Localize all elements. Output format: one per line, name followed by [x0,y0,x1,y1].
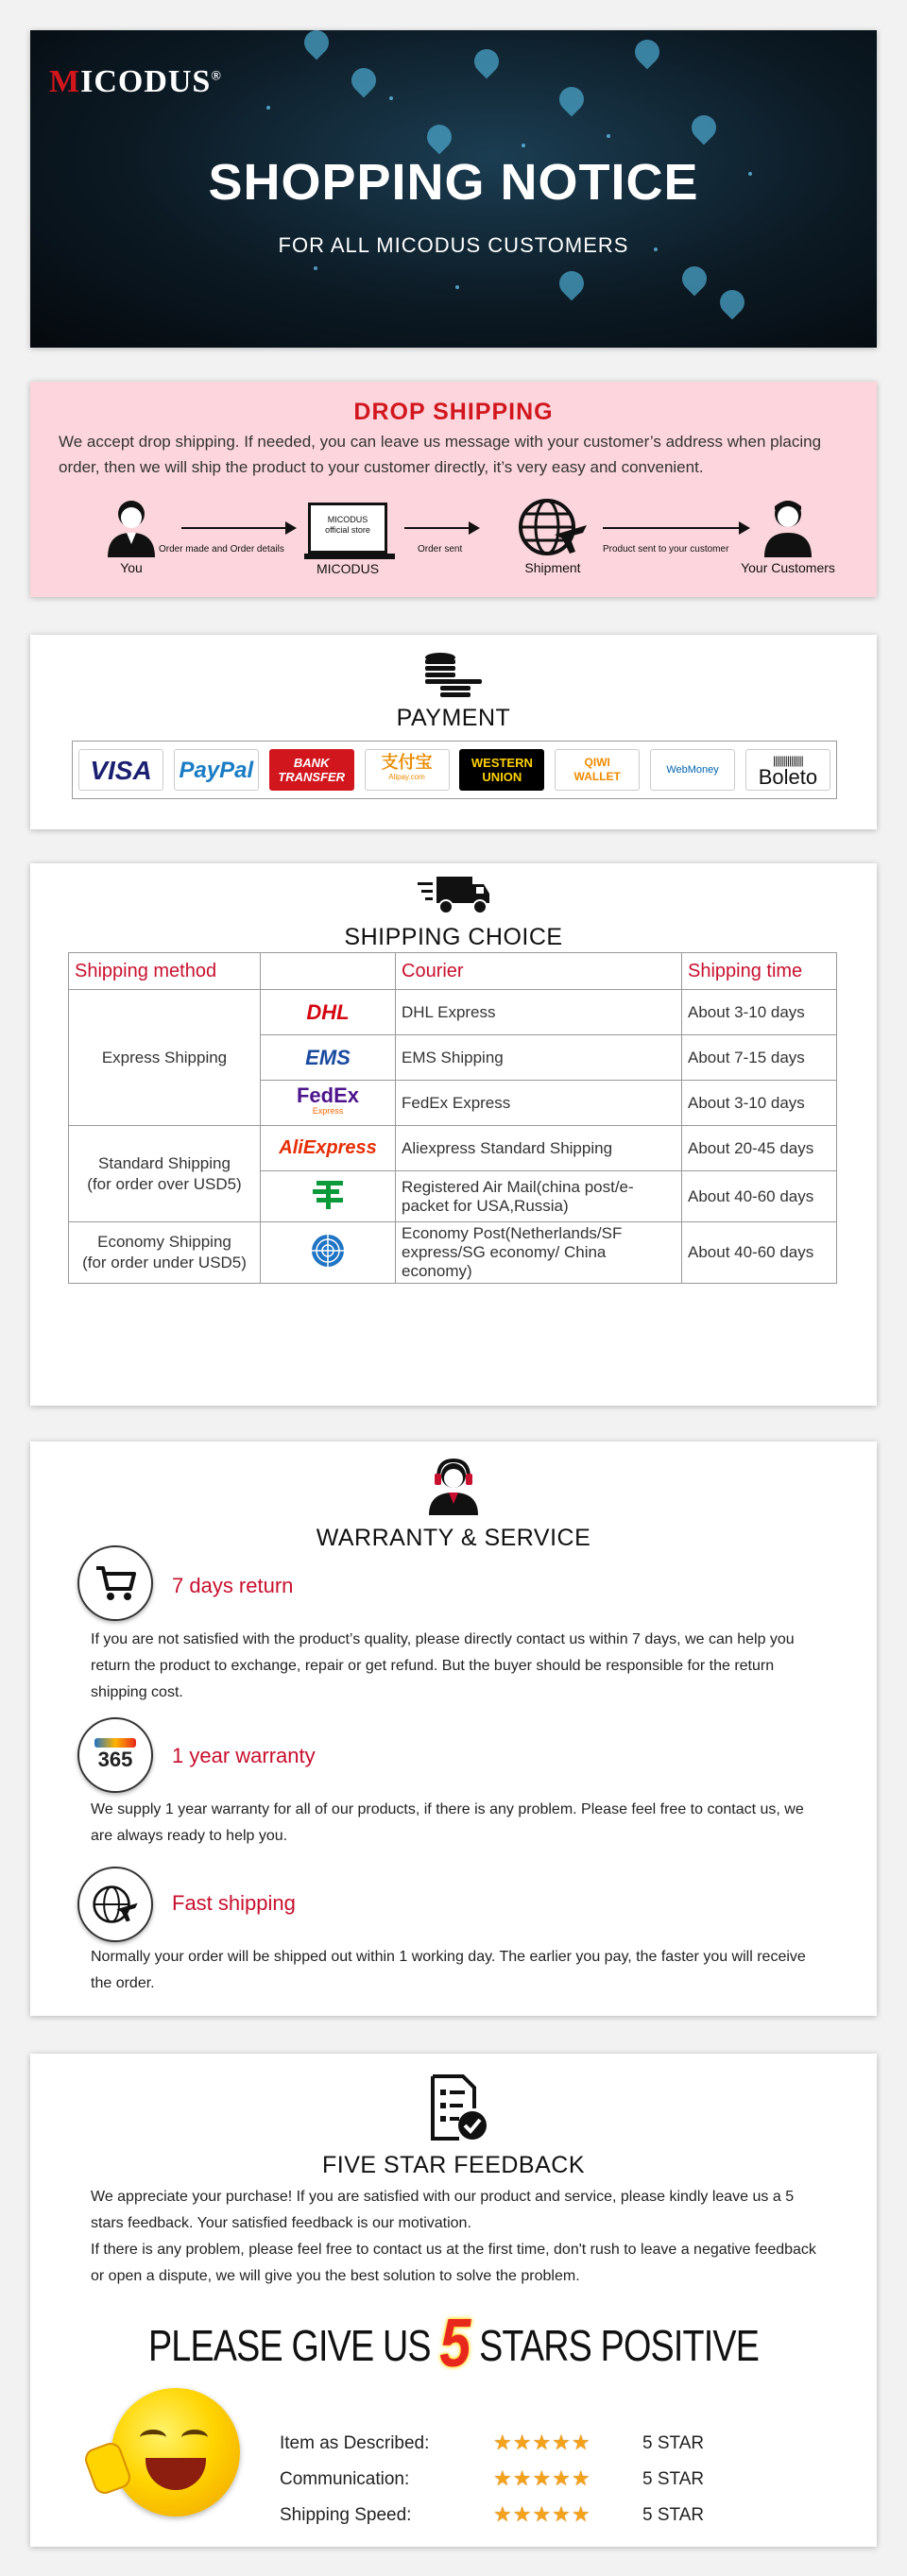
service-title: Fast shipping [172,1891,296,1915]
map-pin-icon [555,82,590,117]
smiley-thumbs-up-icon [111,2388,240,2516]
micodus-logo: MICODUS® [49,64,222,99]
feedback-text: We appreciate your purchase! If you are satisfied with our product and service, please kindly leave us a 5 stars feedback. Your satisfied feedback is our motivation. If there is any problem, please feel free to contact us at the first time, don't rush to leave a negative feedback or open a dispute, we will give you the best solution to solve the problem. [91,2189,816,2284]
map-pin-icon [347,63,382,98]
time-cell: About 3-10 days [682,990,837,1035]
fedex-logo: FedEx Express [261,1081,396,1126]
time-cell: About 40-60 days [682,1222,837,1284]
checklist-icon [427,2073,489,2147]
shopping-notice-banner [30,30,877,348]
un-globe-icon [261,1222,396,1284]
stars-icon: ★★★★★ [493,2431,591,2454]
five-star-banner: PLEASE GIVE US 5 STARS POSITIVE [147,2306,760,2381]
stars-icon: ★★★★★ [493,2502,591,2526]
table-row [69,990,837,1035]
flow-you: You [98,497,164,575]
ems-logo: EMS [261,1035,396,1081]
shipping-section [30,863,877,1406]
service-text: If you are not satisfied with the product’s quality, please directly contact us within 7 days, we can help you return the product to exchange, repair or get refund. But the buyer should be responsible for the return shipping cost. [91,1631,795,1700]
flow-shipment: Shipment [510,497,595,575]
shipping-title: SHIPPING CHOICE [344,924,563,950]
courier-cell: DHL Express [396,990,682,1035]
service-text: We supply 1 year warranty for all of our products, if there is any problem. Please feel free to contact us, we are always ready to help you. [91,1801,804,1844]
feedback-title: FIVE STAR FEEDBACK [321,2152,586,2178]
stars-icon: ★★★★★ [493,2466,591,2490]
drop-shipping-title: DROP SHIPPING [353,399,554,425]
payment-section [30,635,877,829]
globe-plane-icon [77,1867,153,1942]
laptop-icon: MICODUS official store [308,503,387,554]
courier-cell: EMS Shipping [396,1035,682,1081]
map-pin-icon [299,30,334,60]
map-pin-icon [470,44,505,79]
warranty-section [30,1442,877,2016]
payment-methods [72,741,837,799]
flow-arrow [181,527,295,529]
flow-store: MICODUS official store MICODUS [304,497,391,576]
map-pin-icon [687,111,722,145]
customer-icon [761,497,815,557]
method-standard: Standard Shipping (for order over USD5) [69,1126,261,1222]
time-cell: About 40-60 days [682,1171,837,1222]
qiwi-logo: QIWI WALLET [555,749,640,791]
flow-arrow [404,527,478,529]
map-pin-icon [555,266,590,301]
china-post-icon [261,1171,396,1222]
shipping-table [68,952,837,1284]
visa-logo: VISA [78,749,163,791]
map-pin-icon [677,262,712,297]
webmoney-logo: WebMoney [650,749,735,791]
warranty-title: WARRANTY & SERVICE [316,1525,591,1551]
boleto-logo: ||||||||||||||| Boleto [745,749,830,791]
bank-transfer-logo: BANK TRANSFER [269,749,354,791]
header-courier: Courier [396,953,682,990]
service-text: Normally your order will be shipped out within 1 working day. The earlier you pay, the faster you will receive the order. [91,1949,806,1991]
courier-cell: FedEx Express [396,1081,682,1126]
table-row [69,1222,837,1284]
paypal-logo: PayPal [174,749,259,791]
method-economy: Economy Shipping (for order under USD5) [69,1222,261,1284]
coins-icon [421,652,484,706]
calendar-365-icon: 365 [77,1717,153,1793]
map-pin-icon [422,120,457,155]
courier-cell: Economy Post(Netherlands/SF express/SG economy/ China economy) [396,1222,682,1284]
courier-cell: Registered Air Mail(china post/e-packet for USA,Russia) [396,1171,682,1222]
flow-step3-label: Product sent to your customer [603,544,729,554]
feedback-section: FIVE STAR FEEDBACK We appreciate your purchase! If you are satisfied with our product and service, please kindly leave us a 5 stars feedback. Your satisfied feedback is our motivation. If there is any problem, please feel free to contact us at the first time, don't rush to leave a negative feedback or open a dispute, we will give you the best solution to solve the problem. PLEASE GIVE US 5 STARS POSITIVE Item as Described: ★★★★★ 5 STAR Communication: ★★★★★ 5 STAR Shipping Speed: ★★★★★ 5 STAR [30,2054,877,2547]
map-pin-icon [715,285,750,320]
truck-icon [416,871,491,923]
courier-cell: Aliexpress Standard Shipping [396,1126,682,1171]
table-row [69,1126,837,1171]
service-title: 1 year warranty [172,1744,316,1767]
flow-customers: Your Customers [727,497,848,575]
time-cell: About 7-15 days [682,1035,837,1081]
map-pin-icon [630,35,665,70]
support-agent-icon [423,1455,484,1520]
dhl-logo: DHL [261,990,396,1035]
flow-step1-label: Order made and Order details [159,544,284,554]
globe-plane-icon [517,497,589,557]
drop-shipping-text: We accept drop shipping. If needed, you can leave us message with your customer’s address when placing order, then we will ship the product to your customer directly, it’s very easy and convenient. [59,433,822,476]
header-method: Shipping method [69,953,261,990]
time-cell: About 3-10 days [682,1081,837,1126]
flow-arrow [603,527,748,529]
western-union-logo: WESTERN UNION [459,749,544,791]
banner-subtitle: FOR ALL MICODUS CUSTOMERS [278,233,629,257]
flow-step2-label: Order sent [418,544,463,554]
person-icon [104,497,159,557]
header-time: Shipping time [682,953,837,990]
banner-title: SHOPPING NOTICE [208,154,699,211]
service-title: 7 days return [172,1574,294,1597]
drop-shipping-section [30,382,877,597]
shopping-cart-icon [77,1545,153,1621]
aliexpress-logo: AliExpress [261,1126,396,1171]
time-cell: About 20-45 days [682,1126,837,1171]
payment-title: PAYMENT [396,705,511,731]
alipay-logo: 支付宝 Alipay.com [365,749,450,791]
method-express: Express Shipping [69,990,261,1126]
